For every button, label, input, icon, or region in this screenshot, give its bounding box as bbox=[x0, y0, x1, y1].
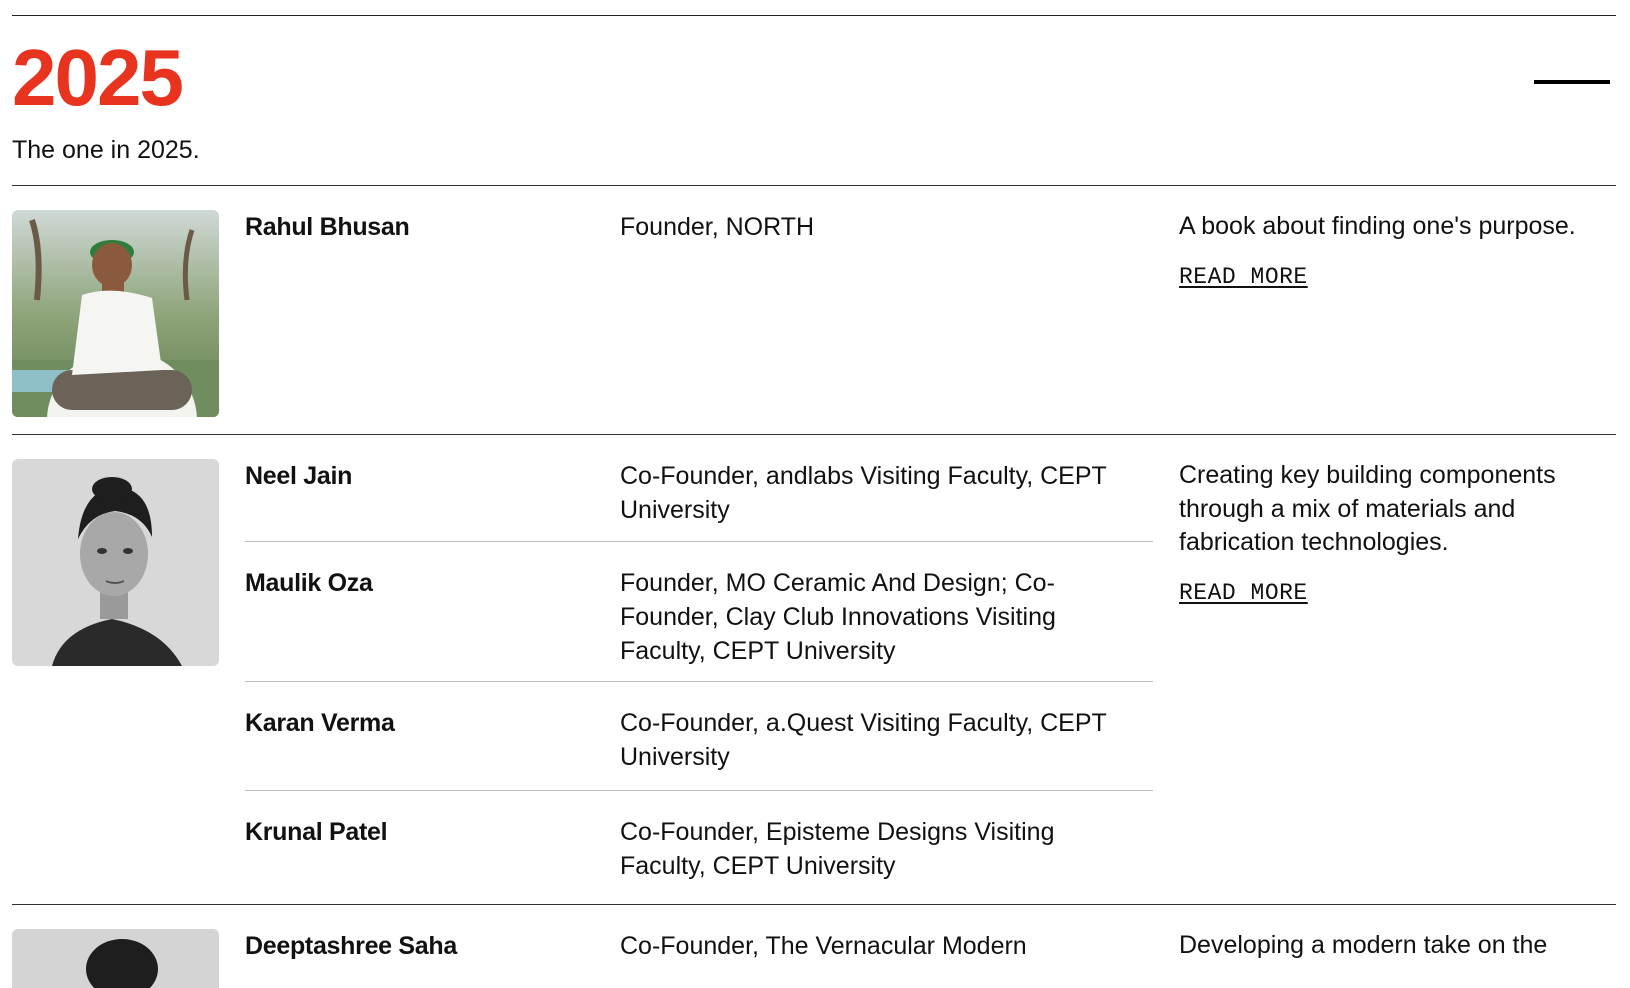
speaker-people-list bbox=[245, 210, 1153, 264]
read-more-link[interactable]: READ MORE bbox=[1179, 263, 1308, 290]
person-name: Maulik Oza bbox=[245, 569, 373, 597]
speaker-entry bbox=[12, 210, 1616, 410]
talk-description bbox=[1179, 929, 1609, 963]
person-row bbox=[245, 791, 1153, 891]
person-name: Karan Verma bbox=[245, 709, 395, 737]
person-row bbox=[245, 682, 1153, 791]
speaker-people-list bbox=[245, 459, 1153, 891]
speaker-photo bbox=[12, 929, 219, 988]
year-section-header bbox=[12, 33, 1616, 190]
person-role: Founder, NORTH bbox=[620, 213, 815, 241]
speaker-people-list bbox=[245, 929, 1153, 983]
person-role: Co-Founder, The Vernacular Modern bbox=[620, 932, 1027, 960]
description-text: Creating key building components through a mix of materials and fabrication technologies. bbox=[1179, 461, 1556, 556]
person-row bbox=[245, 929, 1153, 983]
speaker-photo bbox=[12, 210, 219, 417]
person-role: Co-Founder, andlabs Visiting Faculty, CEPT University bbox=[620, 462, 1107, 524]
speaker-entry bbox=[12, 459, 1616, 889]
person-role: Founder, MO Ceramic And Design; Co-Founder, Clay Club Innovations Visiting Faculty, CEPT University bbox=[620, 569, 1056, 665]
speaker-entry bbox=[12, 929, 1616, 988]
person-name: Neel Jain bbox=[245, 462, 353, 490]
section-divider bbox=[12, 185, 1616, 186]
person-name: Deeptashree Saha bbox=[245, 932, 457, 960]
description-text: Developing a modern take on the bbox=[1179, 931, 1548, 959]
person-row bbox=[245, 542, 1153, 682]
person-row bbox=[245, 459, 1153, 542]
talk-description bbox=[1179, 459, 1609, 606]
collapse-minus-icon[interactable] bbox=[1534, 78, 1610, 86]
person-role: Co-Founder, Episteme Designs Visiting Faculty, CEPT University bbox=[620, 818, 1055, 880]
person-row bbox=[245, 210, 1153, 264]
talk-description bbox=[1179, 210, 1609, 290]
entry-divider bbox=[12, 904, 1616, 905]
speaker-photo bbox=[12, 459, 219, 666]
entry-divider bbox=[12, 434, 1616, 435]
person-name: Rahul Bhusan bbox=[245, 213, 410, 241]
year-heading: 2025 bbox=[12, 33, 182, 122]
top-divider bbox=[12, 15, 1616, 16]
person-name: Krunal Patel bbox=[245, 818, 388, 846]
person-role: Co-Founder, a.Quest Visiting Faculty, CEPT University bbox=[620, 709, 1107, 771]
read-more-link[interactable]: READ MORE bbox=[1179, 579, 1308, 606]
year-subtitle: The one in 2025. bbox=[12, 136, 200, 164]
description-text: A book about finding one's purpose. bbox=[1179, 212, 1576, 240]
